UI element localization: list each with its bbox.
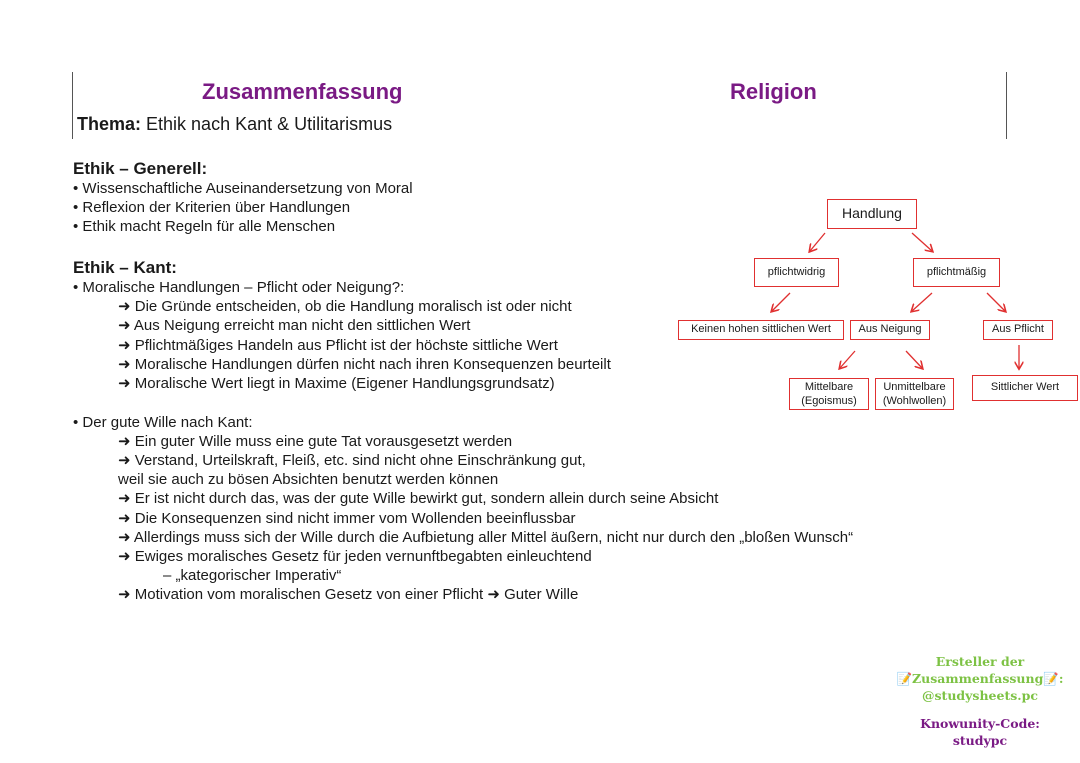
credits-line-2: 📝Zusammenfassung📝: xyxy=(896,671,1064,686)
kant-point-5: ➜ Moralische Wert liegt in Maxime (Eigener Handlungsgrundsatz) xyxy=(118,375,555,392)
diagram-pflichtwidrig: pflichtwidrig xyxy=(754,258,839,287)
arrow-right-mid xyxy=(912,293,932,311)
arrow-mid-right xyxy=(906,351,922,368)
credits-block xyxy=(880,653,1080,749)
diagram-keinen-hohen-wert: Keinen hohen sittlichen Wert xyxy=(678,320,844,340)
diagram-mittelbare-line2: (Egoismus) xyxy=(801,395,857,407)
arrow-mid-left xyxy=(840,351,855,368)
theme-label: Thema: xyxy=(77,114,142,134)
good-will-line-4: ➜ Er ist nicht durch das, was der gute Wille bewirkt gut, sondern allein durch seine Absicht xyxy=(118,490,719,507)
summary-title: Zusammenfassung xyxy=(202,79,403,104)
arrow-root-left xyxy=(810,233,825,251)
kant-point-2: ➜ Aus Neigung erreicht man nicht den sittlichen Wert xyxy=(118,317,471,334)
bullet-general-1: • Wissenschaftliche Auseinandersetzung von Moral xyxy=(73,180,413,197)
arrow-root-right xyxy=(912,233,932,251)
arrow-left-child xyxy=(772,293,790,311)
credits-line-5: studypc xyxy=(952,733,1008,748)
diagram-mittelbare-line1: Mittelbare xyxy=(804,381,854,393)
diagram-unmittelbare-line1: Unmittelbare xyxy=(883,381,946,393)
diagram-pflichtmaessig: pflichtmäßig xyxy=(913,258,1000,287)
good-will-line-1: ➜ Ein guter Wille muss eine gute Tat vorausgesetzt werden xyxy=(118,433,513,450)
frame-line-right xyxy=(1006,72,1007,139)
good-will-line-7: ➜ Ewiges moralisches Gesetz für jeden vernunftbegabten einleuchtend xyxy=(118,548,592,565)
bullet-general-3: • Ethik macht Regeln für alle Menschen xyxy=(73,218,336,235)
theme-line xyxy=(77,114,392,135)
diagram-aus-pflicht: Aus Pflicht xyxy=(983,320,1053,340)
good-will-line-5: ➜ Die Konsequenzen sind nicht immer vom Wollenden beeinflussbar xyxy=(118,510,576,527)
kant-point-4: ➜ Moralische Handlungen dürfen nicht nach ihren Konsequenzen beurteilt xyxy=(118,356,611,373)
theme-value: Ethik nach Kant & Utilitarismus xyxy=(146,114,393,134)
diagram-unmittelbare-line2: (Wohlwollen) xyxy=(882,395,947,407)
subject-title: Religion xyxy=(730,79,817,104)
good-will-line-3: weil sie auch zu bösen Absichten benutzt werden können xyxy=(118,471,499,488)
credits-line-4: Knowunity-Code: xyxy=(920,716,1040,731)
diagram-unmittelbare xyxy=(875,378,954,410)
good-will-line-2: ➜ Verstand, Urteilskraft, Fleiß, etc. sind nicht ohne Einschränkung gut, xyxy=(118,452,586,469)
kant-intro: • Moralische Handlungen – Pflicht oder Neigung?: xyxy=(73,279,405,296)
bullet-general-2: • Reflexion der Kriterien über Handlungen xyxy=(73,199,351,216)
diagram-aus-neigung: Aus Neigung xyxy=(850,320,930,340)
good-will-line-6: ➜ Allerdings muss sich der Wille durch die Aufbietung aller Mittel äußern, nicht nur durch den „bloßen Wunsch“ xyxy=(118,529,854,546)
good-will-intro: • Der gute Wille nach Kant: xyxy=(73,414,253,431)
heading-ethik-kant: Ethik – Kant: xyxy=(73,258,177,277)
kant-point-1: ➜ Die Gründe entscheiden, ob die Handlung moralisch ist oder nicht xyxy=(118,298,572,315)
good-will-line-8: – „kategorischer Imperativ“ xyxy=(163,567,342,584)
diagram-sittlicher-wert: Sittlicher Wert xyxy=(972,375,1078,401)
diagram-mittelbare xyxy=(789,378,869,410)
diagram-root-handlung: Handlung xyxy=(827,199,917,229)
frame-line-left xyxy=(72,72,73,139)
kant-point-3: ➜ Pflichtmäßiges Handeln aus Pflicht ist der höchste sittliche Wert xyxy=(118,337,558,354)
credits-line-1: Ersteller der xyxy=(935,654,1025,669)
good-will-line-9: ➜ Motivation vom moralischen Gesetz von einer Pflicht ➜ Guter Wille xyxy=(118,586,579,603)
arrow-right-right xyxy=(987,293,1005,311)
heading-ethik-generell: Ethik – Generell: xyxy=(73,159,208,178)
credits-line-3: @studysheets.pc xyxy=(922,688,1038,703)
